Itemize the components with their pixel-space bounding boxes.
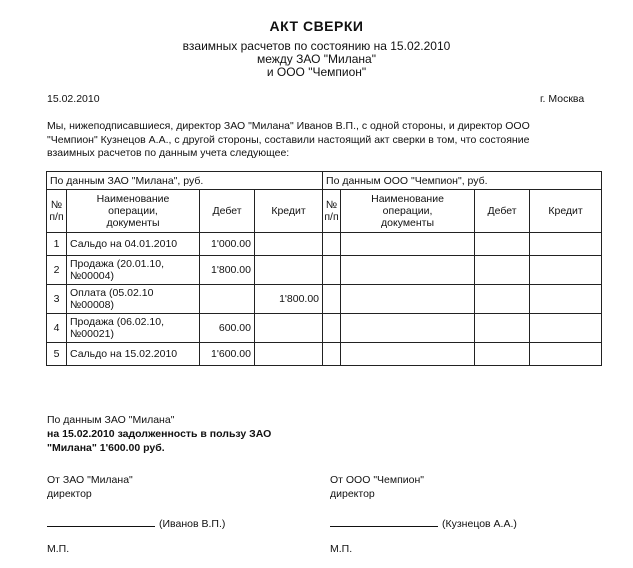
col-num-header: № п/п [323,190,341,233]
summary-line-2: на 15.02.2010 задолженность в пользу ЗАО [47,428,272,440]
document-city: г. Москва [540,93,585,105]
col-operation-header: Наименование операции, документы [67,190,200,233]
subtitle-line-1: взаимных расчетов по состоянию на 15.02.2010 [182,39,451,53]
col-num-header: № п/п [47,190,67,233]
intro-line-3: взаимных расчетов по данным учета следующее: [47,147,290,160]
col-debit-header: Дебет [200,190,255,233]
table-row: 2 Продажа (20.01.10, №00004) 1'800.00 [47,256,602,285]
signature-right-name: (Кузнецов А.А.) [442,518,517,530]
summary-line-3: "Милана" 1'600.00 руб. [47,442,165,454]
col-credit-header: Кредит [530,190,602,233]
signature-right-org: От ООО "Чемпион" [330,474,425,486]
table-row: 1 Сальдо на 04.01.2010 1'000.00 [47,233,602,256]
subtitle-line-2: между ЗАО "Милана" [256,52,376,66]
signature-blank [330,518,438,527]
col-operation-header: Наименование операции, документы [341,190,475,233]
intro-paragraph [47,120,587,161]
table-row: 5 Сальдо на 15.02.2010 1'600.00 [47,343,602,366]
signature-left-org: От ЗАО "Милана" [47,474,133,486]
reconciliation-table [46,171,602,366]
col-debit-header: Дебет [475,190,530,233]
party-left-header: По данным ЗАО "Милана", руб. [47,172,323,190]
signature-right-line [330,518,517,530]
intro-line-1: Мы, нижеподписавшиеся, директор ЗАО "Милана" Иванов В.П., с одной стороны, и директор ООО [47,120,530,132]
summary-line-1: По данным ЗАО "Милана" [47,414,175,426]
signature-left-role: директор [47,488,92,500]
signature-left-stamp: М.П. [47,543,70,555]
signature-blank [47,518,155,527]
document-title: АКТ СВЕРКИ [269,18,364,34]
party-right-header: По данным ООО "Чемпион", руб. [323,172,602,190]
table-row: 3 Оплата (05.02.10 №00008) 1'800.00 [47,285,602,314]
subtitle-line-3: и ООО "Чемпион" [266,65,367,79]
signature-left-line [47,518,225,530]
signature-left-name: (Иванов В.П.) [159,518,226,530]
col-credit-header: Кредит [255,190,323,233]
signature-right-stamp: М.П. [330,543,353,555]
signature-right-role: директор [330,488,375,500]
document-date: 15.02.2010 [47,93,100,105]
intro-line-2: "Чемпион" Кузнецов А.А., с другой стороны, составили настоящий акт сверки в том, что состояние [47,133,530,146]
table-row: 4 Продажа (06.02.10, №00021) 600.00 [47,314,602,343]
